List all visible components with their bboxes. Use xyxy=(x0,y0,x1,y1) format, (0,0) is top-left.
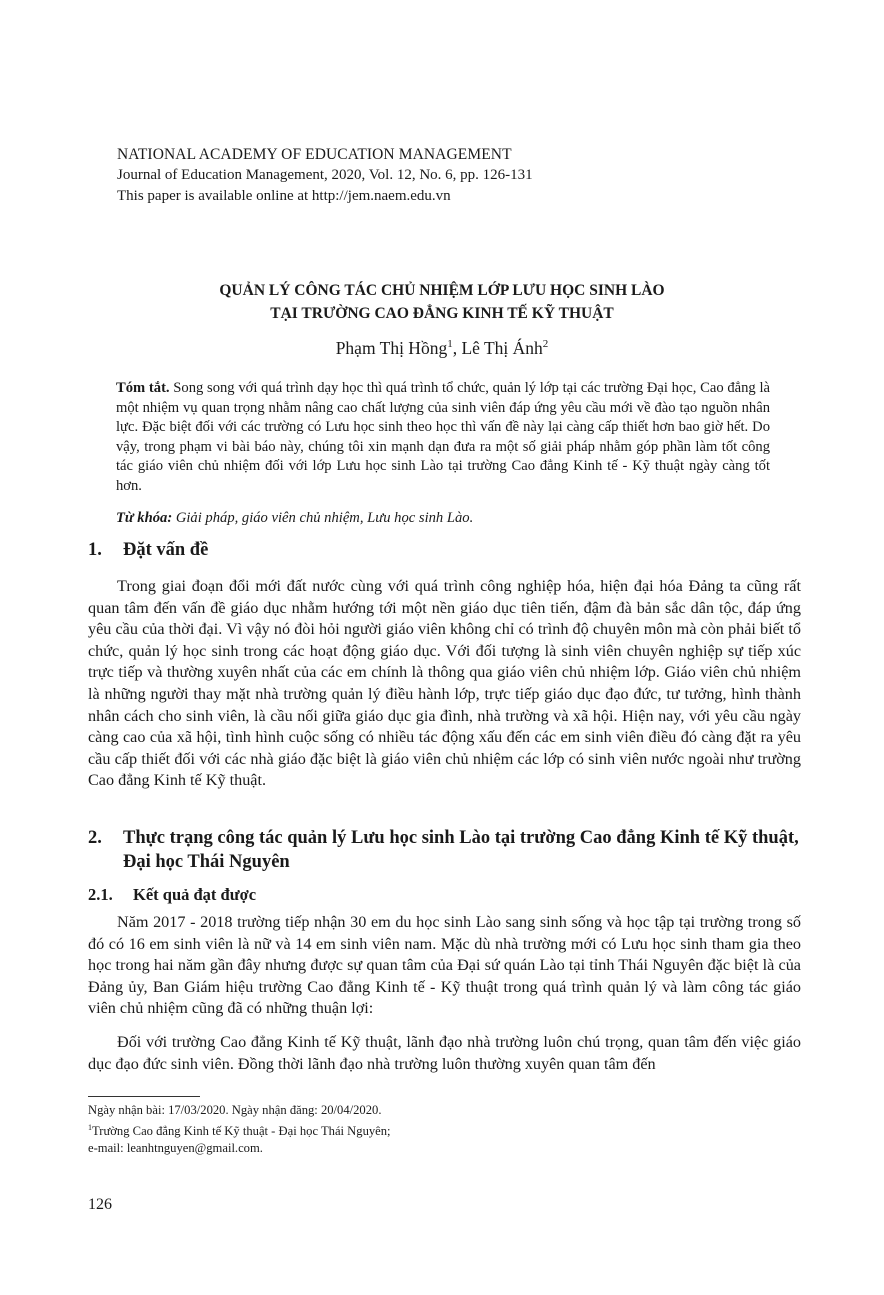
author-separator: , xyxy=(452,338,462,358)
title-line-1: QUẢN LÝ CÔNG TÁC CHỦ NHIỆM LỚP LƯU HỌC SINH LÀO xyxy=(219,282,665,299)
footnote-rule xyxy=(88,1096,200,1097)
abstract xyxy=(116,379,770,497)
publisher-name: NATIONAL ACADEMY OF EDUCATION MANAGEMENT xyxy=(117,146,512,163)
footnote-affiliation: Trường Cao đẳng Kinh tế Kỹ thuật - Đại học Thái Nguyên; xyxy=(92,1124,391,1139)
abstract-text: Song song với quá trình dạy học thì quá trình tổ chức, quản lý lớp tại các trường Đại học, Cao đẳng là một nhiệm vụ quan trọng nhằm nâng cao chất lượng của sinh viên đáp ứng yêu cầu mới về đào tạo nguồn nhân lực. Đặc biệt đối với các trường có Lưu học sinh theo học thì vấn đề này lại càng cấp thiết hơn bao giờ hết. Do vậy, trong phạm vi bài báo này, chúng tôi xin mạnh dạn đưa ra một số giải pháp nhằm góp phần làm tốt công tác giáo viên chủ nhiệm đối với lớp Lưu học sinh Lào tại trường Cao đẳng Kinh tế - Kỹ thuật ngày càng tốt hơn. xyxy=(116,380,770,494)
author-2: Lê Thị Ánh xyxy=(461,338,543,358)
author-1: Phạm Thị Hồng xyxy=(335,338,448,358)
section-2-heading xyxy=(88,826,808,874)
footnote-dates: Ngày nhận bài: 17/03/2020. Ngày nhận đăng: 20/04/2020. xyxy=(88,1103,382,1117)
journal-citation: Journal of Education Management, 2020, Vol. 12, No. 6, pp. 126-131 xyxy=(117,167,533,183)
page-number: 126 xyxy=(88,1196,112,1213)
footnote-affiliation-line xyxy=(88,1119,788,1140)
section-2-number: 2. xyxy=(88,828,102,848)
section-2-1-paragraph-1: Năm 2017 - 2018 trường tiếp nhận 30 em du học sinh Lào sang sinh sống và học tập tại trường trong số đó có 16 em sinh viên là nữ và 14 em sinh viên nam. Mặc dù nhà trường mới có Lưu học sinh tham gia theo học trong hai năm gần đây nhưng được sự quan tâm của Đại sứ quán Lào tại tỉnh Thái Nguyên đặc biệt là của Đảng ủy, Ban Giám hiệu trường Cao đẳng Kinh tế - Kỹ thuật trong quá trình quản lý và làm công tác giáo viên chủ nhiệm cũng đã có những thuận lợi: xyxy=(88,913,801,1018)
abstract-label: Tóm tắt. xyxy=(116,380,170,396)
title-line-2: TẠI TRƯỜNG CAO ĐẲNG KINH TẾ KỸ THUẬT xyxy=(270,305,614,322)
online-availability: This paper is available online at http://jem.naem.edu.vn xyxy=(117,188,451,204)
footnote-affiliation-marker: 1 xyxy=(88,1123,92,1132)
footnote-email: e-mail: leanhtnguyen@gmail.com. xyxy=(88,1141,263,1156)
keywords xyxy=(116,510,770,527)
author-list xyxy=(100,338,784,359)
section-2-1-heading xyxy=(88,885,256,905)
keywords-text: Giải pháp, giáo viên chủ nhiệm, Lưu học sinh Lào. xyxy=(172,510,474,526)
keywords-label: Từ khóa: xyxy=(116,510,173,526)
footnotes xyxy=(88,1102,788,1157)
section-2-1-number: 2.1. xyxy=(88,885,113,904)
section-1-title: Đặt vấn đề xyxy=(123,540,209,560)
section-1-heading xyxy=(88,540,208,561)
journal-header xyxy=(117,144,677,207)
section-2-1-paragraph-2: Đối với trường Cao đẳng Kinh tế Kỹ thuật, lãnh đạo nhà trường luôn chú trọng, quan tâm đến việc giáo dục đạo đức sinh viên. Đồng thời lãnh đạo nhà trường luôn thường xuyên quan tâm đến xyxy=(88,1033,801,1073)
section-1-paragraph: Trong giai đoạn đổi mới đất nước cùng với quá trình công nghiệp hóa, hiện đại hóa Đảng ta cũng rất quan tâm đến vấn đề giáo dục nhằm hướng tới một nền giáo dục tiên tiến, đậm đà bản sắc dân tộc, đáp ứng yêu cầu của thời đại. Vì vậy nó đòi hỏi người giáo viên không chỉ có trình độ chuyên môn mà còn phải biết tổ chức, quản lý học sinh trong các hoạt động giáo dục. Với đối tượng là sinh viên chuyên nghiệp sự tiếp xúc trực tiếp và thường xuyên nhất của các em chính là thông qua giáo viên chủ nhiệm lớp. Giáo viên chủ nhiệm là những người thay mặt nhà trường quản lý điều hành lớp, trực tiếp giáo dục đạo đức, tư tưởng, hình thành nhân cách cho sinh viên, là cầu nối giữa giáo dục gia đình, nhà trường và xã hội. Hiện nay, với yêu cầu ngày càng cao của xã hội, tình hình cuộc sống có nhiều tác động xấu đến các em sinh viên điều đó càng đặt ra yêu cầu cấp thiết đối với các nhà giáo đặc biệt là giáo viên chủ nhiệm các lớp có sinh viên nước ngoài như trường Cao đẳng Kinh tế Kỹ thuật. xyxy=(88,577,801,790)
author-1-affiliation: 1 xyxy=(447,338,453,351)
author-2-affiliation: 2 xyxy=(542,338,549,351)
section-2-title: Thực trạng công tác quản lý Lưu học sinh Lào tại trường Cao đẳng Kinh tế Kỹ thuật, Đại học Thái Nguyên xyxy=(123,828,799,872)
section-1-number: 1. xyxy=(88,540,102,560)
paper-title xyxy=(100,279,784,325)
section-2-1-title: Kết quả đạt được xyxy=(133,885,257,904)
